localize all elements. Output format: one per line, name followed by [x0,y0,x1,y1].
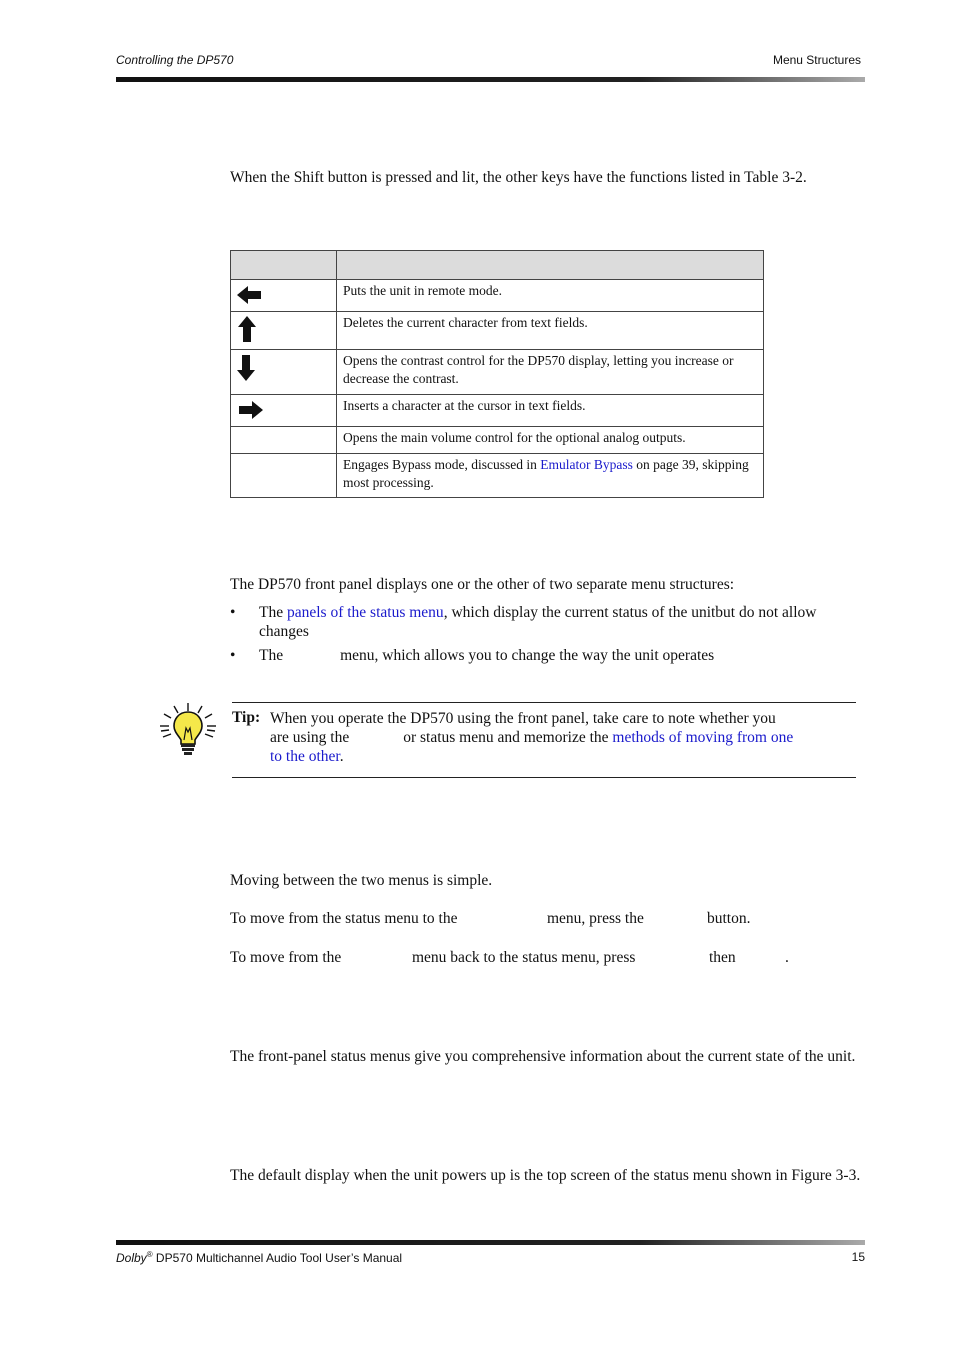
menus-intro: The DP570 front panel displays one or the other of two separate menu structures: [230,576,735,593]
function-cell: Deletes the current character from text fields. [337,312,764,350]
function-cell [337,454,764,498]
running-header-chapter: Controlling the DP570 [116,53,234,67]
tip-text [270,709,856,766]
table-header-function [337,251,764,280]
arrow-right-icon [237,399,265,421]
key-cell [231,395,337,427]
default-display-paragraph: The default display when the unit powers up is the top screen of the status menu shown in Figure 3-3. [230,1167,861,1184]
function-cell: Opens the contrast control for the DP570 display, letting you increase or decrease the contrast. [337,350,764,395]
function-text: on page 39, skipping most processing. [343,457,749,490]
tip-line: are using the [270,729,350,746]
list-text: The [259,604,287,621]
footer-rule [116,1240,865,1245]
moving-step-1b: menu, press the [547,910,644,927]
moving-step-1c: button. [707,910,751,927]
table-header-row [231,251,764,280]
key-cell [231,280,337,312]
moving-intro: Moving between the two menus is simple. [230,872,493,889]
key-cell [231,454,337,498]
function-cell: Inserts a character at the cursor in text fields. [337,395,764,427]
tip-box [232,702,856,778]
function-text: Engages Bypass mode, discussed in [343,457,541,472]
table-row [231,350,764,395]
tip-label: Tip: [232,709,261,726]
table-header-key [231,251,337,280]
function-cell: Puts the unit in remote mode. [337,280,764,312]
list-text: menu, which allows you to change the way the unit operates [340,647,715,664]
key-cell [231,427,337,454]
table-row [231,427,764,454]
table-row [231,454,764,498]
menu-list [230,603,862,670]
table-row [231,312,764,350]
footer-title [116,1250,402,1265]
list-text: The [259,647,284,664]
footer-manual-title: DP570 Multichannel Audio Tool User’s Manual [152,1251,403,1265]
tip-line: or status menu and memorize the [403,729,609,746]
tip-line: . [339,748,344,765]
key-cell [231,350,337,395]
intro-paragraph: When the Shift button is pressed and lit, the other keys have the functions listed in Table 3-2. [230,169,807,186]
registered-mark: ® [146,1250,153,1259]
running-header-section: Menu Structures [772,53,861,67]
bullet: • [230,604,236,621]
moving-step-2b: menu back to the status menu, press [412,949,636,966]
arrow-up-icon [236,316,258,344]
moving-step-2a: To move from the [230,949,342,966]
moving-methods-link-cont[interactable]: to the other [270,748,340,765]
key-cell [231,312,337,350]
table-row [231,280,764,312]
moving-step-2d: . [785,949,789,966]
header-rule [116,77,865,82]
list-item [230,646,862,665]
emulator-bypass-link[interactable]: Emulator Bypass [540,457,633,472]
status-paragraph: The front-panel status menus give you comprehensive information about the current state of the unit. [230,1048,856,1065]
moving-step-1a: To move from the status menu to the [230,910,458,927]
moving-methods-link[interactable]: methods of moving from one [612,729,794,746]
status-menu-link[interactable]: panels of the status menu [286,604,444,621]
moving-step-2c: then [709,949,736,966]
footer-brand: Dolby [116,1251,147,1265]
page-number: 15 [851,1250,865,1264]
tip-line: When you operate the DP570 using the front panel, take care to note whether you [270,710,776,727]
shift-key-table [230,250,764,498]
list-item [230,603,862,641]
function-cell: Opens the main volume control for the optional analog outputs. [337,427,764,454]
list-text: , which display the current status of the unitbut do not allow changes [259,604,817,640]
bullet: • [230,647,236,664]
table-row [231,395,764,427]
lightbulb-icon [157,702,219,758]
arrow-left-icon [237,284,265,306]
arrow-down-icon [235,355,257,383]
